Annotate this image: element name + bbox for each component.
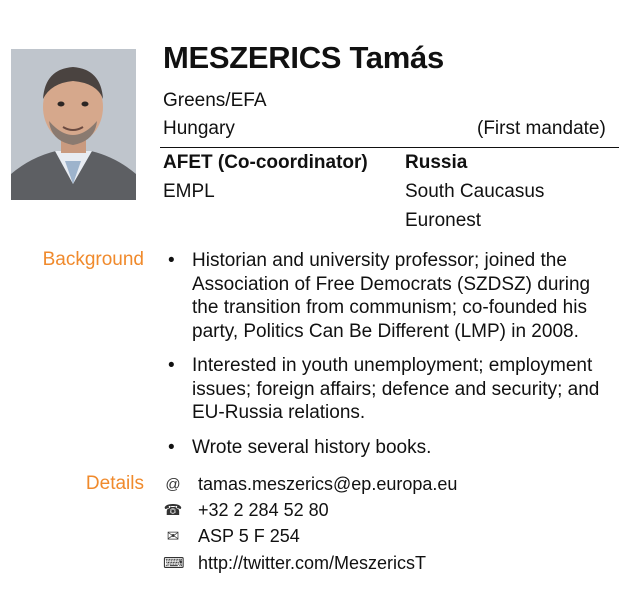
delegation-south-caucasus: South Caucasus — [405, 181, 545, 202]
phone-row — [163, 498, 329, 522]
country: Hungary — [163, 118, 235, 139]
delegation-russia: Russia — [405, 152, 468, 173]
committee-afet: AFET (Co-coordinator) — [163, 152, 368, 173]
keyboard-icon: ⌨ — [163, 555, 185, 572]
email-row — [163, 472, 458, 496]
telephone-icon: ☎ — [163, 502, 183, 519]
member-name: MESZERICS Tamás — [163, 40, 444, 75]
twitter-link[interactable]: http://twitter.com/MeszericsT — [198, 552, 427, 573]
office-row — [163, 524, 300, 548]
background-item: • Wrote several history books. — [168, 436, 618, 460]
envelope-icon: ✉ — [166, 528, 180, 545]
background-item: • Historian and university professor; joined the Association of Free Democrats (SZDSZ) during the transition from communism; co-founded his party, Politics Can Be Different (LMP) in 2008. — [168, 249, 618, 343]
committee-empl: EMPL — [163, 181, 215, 202]
office-address: ASP 5 F 254 — [198, 525, 300, 546]
background-item: • Interested in youth unemployment; employment issues; foreign affairs; defence and security; and EU-Russia relations. — [168, 354, 618, 425]
details-label: Details — [85, 473, 144, 494]
portrait-illustration — [11, 49, 136, 200]
profile-photo — [11, 49, 136, 200]
mandate-status: (First mandate) — [477, 118, 606, 139]
background-list — [168, 249, 618, 470]
phone-number: +32 2 284 52 80 — [198, 499, 329, 520]
header-divider — [160, 147, 619, 148]
political-group: Greens/EFA — [163, 90, 267, 111]
background-label: Background — [42, 249, 144, 270]
delegation-euronest: Euronest — [405, 210, 482, 231]
twitter-row — [163, 551, 427, 575]
email-link[interactable]: tamas.meszerics@ep.europa.eu — [198, 473, 458, 494]
at-sign-icon: @ — [165, 475, 181, 493]
